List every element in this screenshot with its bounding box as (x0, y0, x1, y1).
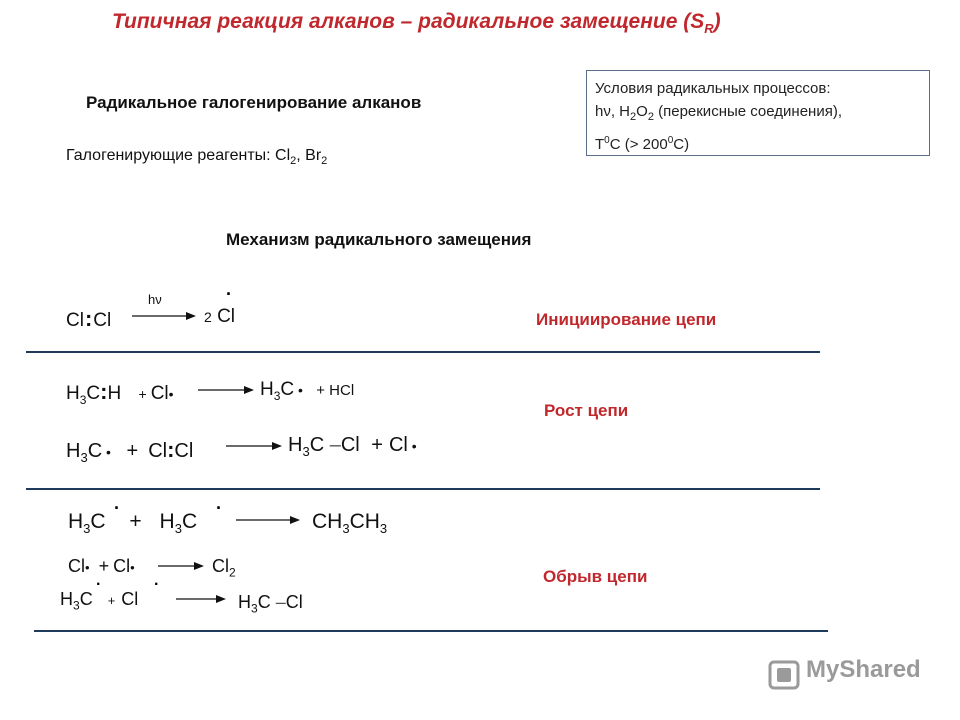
equation-termination-2-product: $Cl_2$ (212, 556, 236, 580)
conditions-line-1: Условия радикальных процессов: (595, 80, 831, 97)
equation-termination-2: Cl• + Cl• (68, 556, 135, 576)
myshared-logo-icon (768, 658, 802, 692)
stage-propagation: Рост цепи (544, 401, 629, 420)
title-subscript: R (704, 21, 714, 37)
equation-propagation-2: $H_3C$ • + Cl:Cl (66, 437, 194, 465)
stage-initiation: Инициирование цепи (536, 310, 717, 329)
reaction-arrow-prop2 (226, 440, 282, 452)
equation-termination-1: $H_3C + H_3C$ (68, 510, 198, 537)
conditions-line-3: $T^0C$ (> $200^0C$) (595, 135, 690, 153)
reaction-arrow-term1 (236, 514, 300, 526)
equation-propagation-1-product: $H_3C$ • + HCl (260, 379, 355, 403)
myshared-watermark: MyShared (806, 656, 921, 683)
reaction-arrow-prop1 (198, 384, 254, 396)
equation-initiation-product: 2 Cl (204, 306, 236, 327)
divider-2 (26, 488, 820, 490)
equation-termination-3: $H_3C + Cl$ (60, 589, 139, 613)
divider-3 (34, 630, 828, 632)
radical-dot: · (154, 576, 160, 593)
mechanism-title: Механизм радикального замещения (226, 230, 532, 249)
reaction-arrow-term2 (158, 560, 204, 572)
radical-dot: · (216, 498, 222, 518)
reaction-arrow-term3 (176, 593, 226, 605)
reaction-arrow-init (132, 310, 196, 322)
divider-1 (26, 351, 820, 353)
equation-termination-3-product: $H_3C$ –Cl (238, 592, 303, 616)
equation-termination-1-product: $CH_3CH_3$ (312, 510, 388, 537)
arrow-label-hv: hν (148, 292, 162, 307)
stage-termination: Обрыв цепи (543, 567, 648, 586)
radical-dot: · (114, 498, 120, 518)
conditions-line-2: hν, $H_2O_2$ (перекисные соединения), (595, 103, 842, 123)
page-title: Типичная реакция алканов – радикальное замещение $(S_R)$ (112, 10, 721, 37)
equation-propagation-2-product: $H_3C$ –Cl + Cl • (288, 434, 417, 459)
section-subtitle: Радикальное галогенирование алканов (86, 93, 422, 112)
reagents-line: Галогенирующие реагенты: $Cl_2$, $Br_2$ (66, 147, 328, 168)
radical-dot: · (226, 284, 232, 304)
radical-dot: · (96, 576, 102, 593)
equation-propagation-1: $H_3C:H$ + Cl• (66, 379, 174, 407)
conditions-box (586, 70, 930, 156)
equation-initiation: Cl:Cl (66, 306, 112, 331)
